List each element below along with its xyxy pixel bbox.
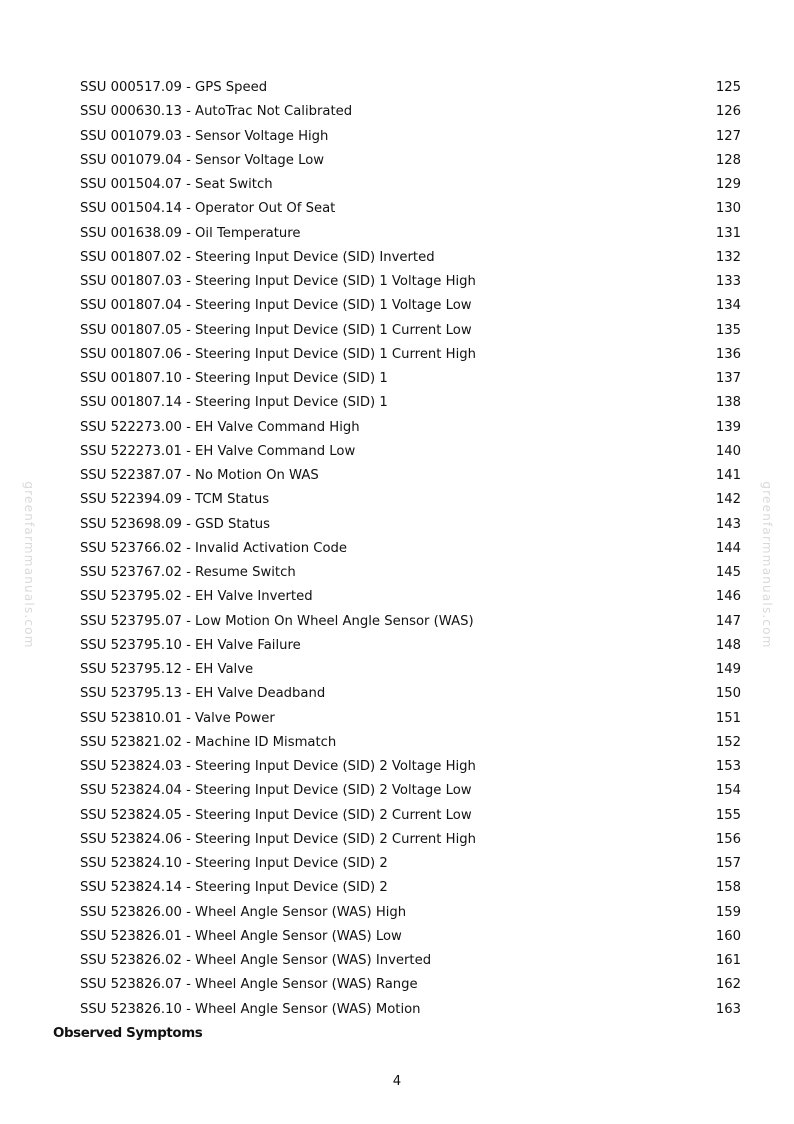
toc-entry[interactable] xyxy=(0,901,794,925)
toc-entry-title[interactable]: SSU 001807.14 - Steering Input Device (SID) 1 xyxy=(80,395,388,411)
toc-entry[interactable] xyxy=(0,658,794,682)
toc-entry-title[interactable]: SSU 001807.03 - Steering Input Device (SID) 1 Voltage High xyxy=(80,274,476,289)
toc-entry[interactable] xyxy=(0,949,794,973)
toc-entry[interactable] xyxy=(0,76,794,100)
toc-entry-page-number[interactable]: 149 xyxy=(715,662,741,677)
toc-entry[interactable] xyxy=(0,610,794,634)
toc-entry-title[interactable]: SSU 523795.07 - Low Motion On Wheel Angle Sensor (WAS) xyxy=(80,613,474,629)
toc-entry-page-number[interactable]: 140 xyxy=(715,443,741,459)
toc-entry-title[interactable]: SSU 523767.02 - Resume Switch xyxy=(80,565,296,580)
toc-entry[interactable] xyxy=(0,973,794,997)
toc-entry-page-number[interactable]: 136 xyxy=(715,346,741,362)
toc-entry[interactable] xyxy=(0,391,794,415)
toc-entry[interactable] xyxy=(0,367,794,391)
toc-entry-title[interactable]: SSU 523824.04 - Steering Input Device (SID) 2 Voltage Low xyxy=(80,783,472,799)
toc-entry-page-number[interactable]: 129 xyxy=(715,177,741,192)
toc-entry-page-number[interactable]: 145 xyxy=(715,565,741,580)
toc-entry[interactable] xyxy=(0,852,794,876)
toc-entry-title[interactable]: SSU 523826.07 - Wheel Angle Sensor (WAS) Range xyxy=(80,977,418,993)
toc-entry-page-number[interactable]: 127 xyxy=(715,128,741,144)
toc-entry-page-number[interactable]: 148 xyxy=(715,637,741,653)
toc-entry[interactable] xyxy=(0,707,794,731)
toc-entry[interactable] xyxy=(0,634,794,658)
toc-entry-page-number[interactable]: 131 xyxy=(715,225,741,241)
toc-entry[interactable] xyxy=(0,779,794,803)
toc-entry-page-number[interactable]: 154 xyxy=(715,783,741,799)
toc-entry-title[interactable]: SSU 523826.00 - Wheel Angle Sensor (WAS) High xyxy=(80,904,407,920)
toc-entry-title[interactable]: SSU 522387.07 - No Motion On WAS xyxy=(80,468,319,483)
toc-entry[interactable] xyxy=(0,440,794,464)
toc-entry[interactable] xyxy=(0,197,794,221)
toc-entry[interactable] xyxy=(0,416,794,440)
toc-entry-title[interactable]: SSU 522273.01 - EH Valve Command Low xyxy=(80,443,356,459)
toc-entry[interactable] xyxy=(0,343,794,367)
toc-entry-page-number[interactable]: 163 xyxy=(715,1001,741,1017)
toc-entry-title[interactable]: SSU 523824.14 - Steering Input Device (SID) 2 xyxy=(80,880,388,896)
toc-entry-page-number[interactable]: 161 xyxy=(715,953,741,968)
toc-entry-page-number[interactable]: 143 xyxy=(715,516,741,532)
toc-entry[interactable] xyxy=(0,149,794,173)
toc-entry-page-number[interactable]: 150 xyxy=(715,686,741,702)
toc-entry-title[interactable]: SSU 000630.13 - AutoTrac Not Calibrated xyxy=(80,104,353,120)
toc-entry[interactable] xyxy=(0,319,794,343)
toc-entry-title[interactable]: SSU 001807.02 - Steering Input Device (SID) Inverted xyxy=(80,249,435,265)
toc-entry-title[interactable]: SSU 001807.10 - Steering Input Device (SID) 1 xyxy=(80,371,388,386)
toc-entry-title[interactable]: SSU 523824.06 - Steering Input Device (SID) 2 Current High xyxy=(80,831,476,847)
toc-entry-title[interactable]: SSU 523795.02 - EH Valve Inverted xyxy=(80,589,313,605)
toc-entry[interactable] xyxy=(0,682,794,706)
toc-entry-page-number[interactable]: 159 xyxy=(715,904,741,920)
toc-entry-page-number[interactable]: 162 xyxy=(715,977,741,993)
watermark-text-left: greenfarmmanuals.com xyxy=(22,481,36,649)
toc-entry-title[interactable]: SSU 001807.06 - Steering Input Device (SID) 1 Current High xyxy=(80,346,476,362)
toc-entry-page-number[interactable]: 151 xyxy=(715,710,741,726)
toc-entry-title[interactable]: SSU 001807.04 - Steering Input Device (SID) 1 Voltage Low xyxy=(80,298,472,314)
toc-entry-title[interactable]: SSU 001807.05 - Steering Input Device (SID) 1 Current Low xyxy=(80,322,472,338)
toc-entry-page-number[interactable]: 134 xyxy=(715,298,741,314)
toc-entry[interactable] xyxy=(0,173,794,197)
toc-entry-title[interactable]: SSU 523824.05 - Steering Input Device (SID) 2 Current Low xyxy=(80,807,472,823)
toc-entry-title[interactable]: SSU 523826.01 - Wheel Angle Sensor (WAS) Low xyxy=(80,928,402,944)
toc-entry-title[interactable]: SSU 523766.02 - Invalid Activation Code xyxy=(80,540,348,556)
toc-entry-title[interactable]: SSU 001504.07 - Seat Switch xyxy=(80,177,273,192)
toc-entry[interactable] xyxy=(0,464,794,488)
toc-entry-page-number[interactable]: 146 xyxy=(715,589,741,605)
toc-entry[interactable] xyxy=(0,876,794,900)
table-of-contents xyxy=(0,76,794,1022)
toc-entry-title[interactable]: SSU 523795.12 - EH Valve xyxy=(80,662,254,677)
toc-entry[interactable] xyxy=(0,294,794,318)
toc-entry-title[interactable]: SSU 523795.13 - EH Valve Deadband xyxy=(80,686,326,702)
toc-entry-page-number[interactable]: 152 xyxy=(715,734,741,750)
toc-entry-title[interactable]: SSU 523810.01 - Valve Power xyxy=(80,710,275,726)
toc-entry-page-number[interactable]: 156 xyxy=(715,831,741,847)
toc-entry[interactable] xyxy=(0,731,794,755)
toc-entry[interactable] xyxy=(0,561,794,585)
toc-entry-title[interactable]: SSU 001079.04 - Sensor Voltage Low xyxy=(80,152,325,168)
toc-entry-title[interactable]: SSU 001079.03 - Sensor Voltage High xyxy=(80,128,329,144)
toc-entry-page-number[interactable]: 147 xyxy=(715,613,741,629)
toc-entry[interactable] xyxy=(0,222,794,246)
toc-entry[interactable] xyxy=(0,925,794,949)
toc-entry[interactable] xyxy=(0,270,794,294)
toc-entry-page-number[interactable]: 132 xyxy=(715,249,741,265)
toc-entry[interactable] xyxy=(0,125,794,149)
toc-entry-page-number[interactable]: 153 xyxy=(715,759,741,774)
toc-entry[interactable] xyxy=(0,100,794,124)
toc-entry-title[interactable]: SSU 523795.10 - EH Valve Failure xyxy=(80,637,301,653)
toc-entry-title[interactable]: SSU 522273.00 - EH Valve Command High xyxy=(80,419,360,435)
toc-entry-title[interactable]: SSU 001638.09 - Oil Temperature xyxy=(80,225,301,241)
toc-entry[interactable] xyxy=(0,488,794,512)
toc-entry-page-number[interactable]: 130 xyxy=(715,201,741,217)
toc-entry-page-number[interactable]: 126 xyxy=(715,104,741,120)
toc-entry-title[interactable]: SSU 000517.09 - GPS Speed xyxy=(80,80,268,95)
toc-entry-title[interactable]: SSU 523824.03 - Steering Input Device (SID) 2 Voltage High xyxy=(80,759,476,774)
toc-entry[interactable] xyxy=(0,755,794,779)
toc-entry-page-number[interactable]: 128 xyxy=(715,152,741,168)
toc-entry-page-number[interactable]: 125 xyxy=(715,80,741,95)
toc-entry[interactable] xyxy=(0,513,794,537)
toc-entry[interactable] xyxy=(0,828,794,852)
toc-entry-title[interactable]: SSU 523826.10 - Wheel Angle Sensor (WAS) Motion xyxy=(80,1001,421,1017)
toc-entry-page-number[interactable]: 141 xyxy=(715,468,741,483)
toc-entry-page-number[interactable]: 142 xyxy=(715,492,741,508)
toc-entry-title[interactable]: SSU 523824.10 - Steering Input Device (SID) 2 xyxy=(80,856,388,871)
toc-entry-title[interactable]: SSU 523698.09 - GSD Status xyxy=(80,516,271,532)
toc-entry-title[interactable]: SSU 522394.09 - TCM Status xyxy=(80,492,270,508)
toc-entry-page-number[interactable]: 138 xyxy=(715,395,741,411)
toc-entry-page-number[interactable]: 158 xyxy=(715,880,741,896)
toc-entry[interactable] xyxy=(0,585,794,609)
toc-entry-page-number[interactable]: 139 xyxy=(715,419,741,435)
toc-entry-page-number[interactable]: 133 xyxy=(715,274,741,289)
section-heading-observed-symptoms[interactable]: Observed Symptoms xyxy=(53,1026,203,1041)
toc-entry-page-number[interactable]: 155 xyxy=(715,807,741,823)
toc-entry-page-number[interactable]: 157 xyxy=(715,856,741,871)
page-number: 4 xyxy=(392,1074,402,1089)
toc-entry-page-number[interactable]: 160 xyxy=(715,928,741,944)
toc-entry[interactable] xyxy=(0,998,794,1022)
toc-entry[interactable] xyxy=(0,246,794,270)
toc-entry[interactable] xyxy=(0,537,794,561)
toc-entry-title[interactable]: SSU 523821.02 - Machine ID Mismatch xyxy=(80,734,337,750)
watermark-text-right: greenfarmmanuals.com xyxy=(760,481,774,649)
toc-entry-page-number[interactable]: 137 xyxy=(715,371,741,386)
toc-entry-page-number[interactable]: 135 xyxy=(715,322,741,338)
toc-entry-page-number[interactable]: 144 xyxy=(715,540,741,556)
toc-entry-title[interactable]: SSU 523826.02 - Wheel Angle Sensor (WAS) Inverted xyxy=(80,953,432,968)
toc-entry[interactable] xyxy=(0,804,794,828)
toc-entry-title[interactable]: SSU 001504.14 - Operator Out Of Seat xyxy=(80,201,336,217)
